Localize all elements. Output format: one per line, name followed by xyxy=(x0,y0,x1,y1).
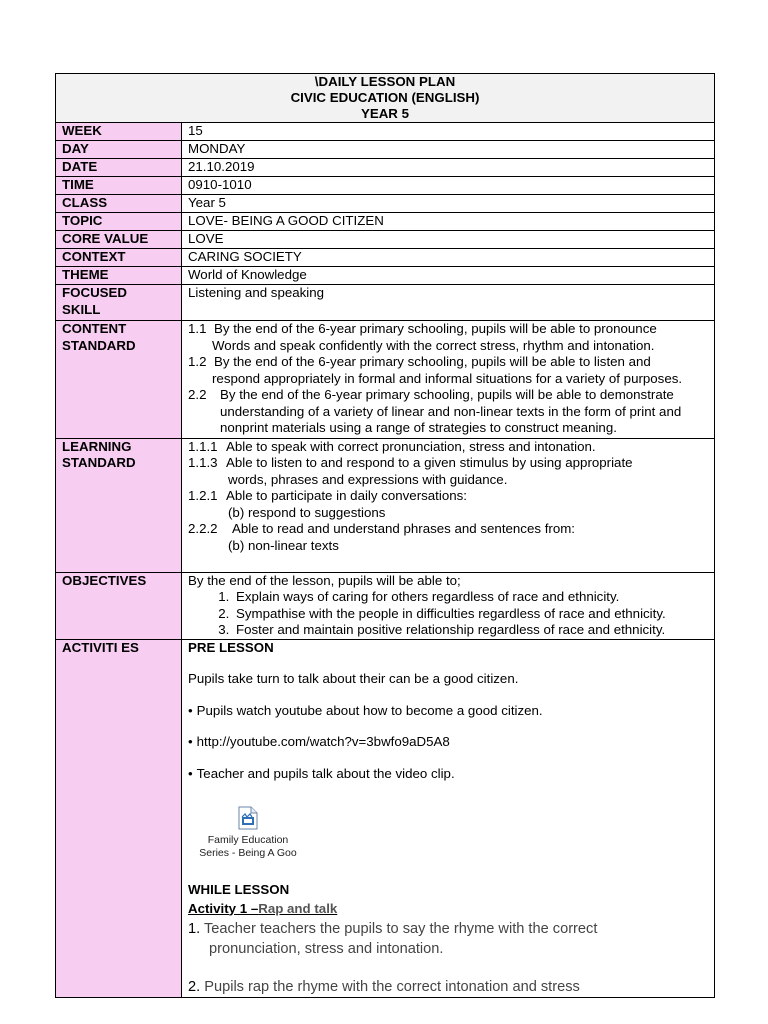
lesson-plan-table xyxy=(55,73,715,998)
content-standard-item xyxy=(188,354,708,387)
bullet-item: • Teacher and pupils talk about the video clip. xyxy=(188,766,708,783)
activity-1-title xyxy=(188,899,708,919)
learning-standard-item xyxy=(188,521,708,554)
date-label: DATE xyxy=(56,159,182,177)
date-row xyxy=(56,159,715,177)
item-number: 1.1 xyxy=(188,321,207,336)
content-standard-label-line-1: CONTENT xyxy=(62,321,127,336)
item-text-cont: (b) respond to suggestions xyxy=(228,504,386,520)
objectives-value xyxy=(182,572,715,639)
step-number: 1. xyxy=(188,920,201,937)
objectives-row xyxy=(56,572,715,639)
learning-standard-item xyxy=(188,488,708,521)
learning-standard-label-line-1: LEARNING xyxy=(62,438,132,454)
item-text: Able to participate in daily conversations: xyxy=(226,488,467,503)
context-label: CONTEXT xyxy=(56,249,182,267)
item-text-cont: words, phrases and expressions with guidance. xyxy=(228,471,508,487)
objectives-list xyxy=(188,589,708,639)
pre-lesson-title: PRE LESSON xyxy=(188,639,274,655)
time-label: TIME xyxy=(56,177,182,195)
item-number: 1.1.1 xyxy=(188,438,218,454)
attachment-name-line-2: Series - Being A Goo xyxy=(199,847,297,859)
theme-row xyxy=(56,267,715,285)
objectives-label: OBJECTIVES xyxy=(56,572,182,639)
header-line-3: YEAR 5 xyxy=(360,106,410,121)
time-row xyxy=(56,177,715,195)
learning-standard-value xyxy=(182,438,715,572)
theme-value: World of Knowledge xyxy=(182,267,715,285)
header-row xyxy=(56,74,715,123)
pre-lesson-text: Pupils take turn to talk about their can be a good citizen. xyxy=(188,671,519,686)
activities-value xyxy=(182,639,715,997)
header-line-2: CIVIC EDUCATION (ENGLISH) xyxy=(290,90,480,105)
item-text-cont: respond appropriately in formal and informal situations for a variety of purposes. xyxy=(212,370,683,386)
focused-skill-label-line-2: SKILL xyxy=(62,301,101,317)
class-label: CLASS xyxy=(56,195,182,213)
core-value-label: CORE VALUE xyxy=(56,231,182,249)
objective-item: 3. Foster and maintain positive relationship regardless of race and ethnicity. xyxy=(233,622,708,639)
item-text: By the end of the 6-year primary schooling, pupils will be able to pronounce xyxy=(214,321,657,336)
step-text-cont: pronunciation, stress and intonation. xyxy=(209,940,444,957)
activity-step xyxy=(188,919,708,959)
topic-row xyxy=(56,213,715,231)
week-row xyxy=(56,123,715,141)
focused-skill-label xyxy=(56,285,182,321)
core-value-value: LOVE xyxy=(182,231,715,249)
focused-skill-row xyxy=(56,285,715,321)
focused-skill-value: Listening and speaking xyxy=(182,285,715,321)
step-number: 2. xyxy=(188,978,201,995)
item-text-cont: (b) non-linear texts xyxy=(228,537,339,553)
learning-standard-row xyxy=(56,438,715,572)
content-standard-value xyxy=(182,321,715,439)
class-value: Year 5 xyxy=(182,195,715,213)
day-row xyxy=(56,141,715,159)
item-number: 2.2.2 xyxy=(188,521,218,536)
item-number: 1.2 xyxy=(188,354,207,369)
item-text: By the end of the 6-year primary schooling, pupils will be able to listen and xyxy=(214,354,651,369)
item-number: 1.1.3 xyxy=(188,455,218,470)
item-number: 1.2.1 xyxy=(188,488,218,503)
activity-1-prefix: Activity 1 – xyxy=(188,900,259,916)
theme-label: THEME xyxy=(56,267,182,285)
content-standard-label xyxy=(56,321,182,439)
youtube-link[interactable]: • http://youtube.com/watch?v=3bwfo9aD5A8 xyxy=(188,734,708,751)
time-value: 0910-1010 xyxy=(182,177,715,195)
learning-standard-label-line-2: STANDARD xyxy=(62,455,136,470)
focused-skill-label-line-1: FOCUSED xyxy=(62,285,128,300)
item-number: 2.2 xyxy=(188,387,207,402)
day-value: MONDAY xyxy=(182,141,715,159)
learning-standard-item xyxy=(188,455,708,488)
context-row xyxy=(56,249,715,267)
content-standard-label-line-2: STANDARD xyxy=(62,337,136,353)
content-standard-row xyxy=(56,321,715,439)
item-text: By the end of the 6-year primary schooling, pupils will be able to demonstrate xyxy=(220,387,674,402)
learning-standard-item xyxy=(188,439,708,456)
attachment-name-line-1: Family Education xyxy=(207,834,289,846)
week-value: 15 xyxy=(182,123,715,141)
date-value: 21.10.2019 xyxy=(182,159,715,177)
item-text: Able to speak with correct pronunciation, stress and intonation. xyxy=(226,438,596,454)
step-text: Pupils rap the rhyme with the correct intonation and stress xyxy=(204,978,580,995)
step-text: Teacher teachers the pupils to say the rhyme with the correct xyxy=(203,920,598,937)
content-standard-item xyxy=(188,387,708,437)
content-standard-item xyxy=(188,321,708,354)
activity-step xyxy=(188,977,708,997)
item-text-cont: understanding of a variety of linear and non-linear texts in the form of print and nonprint materials using a range of strategies to construct meaning. xyxy=(220,403,682,435)
activities-row xyxy=(56,639,715,997)
topic-label: TOPIC xyxy=(56,213,182,231)
learning-standard-label xyxy=(56,438,182,572)
day-label: DAY xyxy=(56,141,182,159)
plan-header xyxy=(56,74,715,123)
header-line-1: \DAILY LESSON PLAN xyxy=(314,74,456,89)
while-lesson-title: WHILE LESSON xyxy=(188,882,290,897)
objective-item: 1. Explain ways of caring for others regardless of race and ethnicity. xyxy=(233,589,708,606)
activities-label: ACTIVITI ES xyxy=(56,639,182,997)
topic-value: LOVE- BEING A GOOD CITIZEN xyxy=(182,213,715,231)
objective-item: 2. Sympathise with the people in difficulties regardless of race and ethnicity. xyxy=(233,606,708,623)
video-attachment[interactable] xyxy=(188,806,308,860)
item-text: Able to listen to and respond to a given stimulus by using appropriate xyxy=(226,455,633,470)
class-row xyxy=(56,195,715,213)
core-value-row xyxy=(56,231,715,249)
objectives-intro: By the end of the lesson, pupils will be able to; xyxy=(188,572,461,588)
item-text: Able to read and understand phrases and sentences from: xyxy=(232,521,575,536)
week-label: WEEK xyxy=(56,123,182,141)
item-text-cont: Words and speak confidently with the correct stress, rhythm and intonation. xyxy=(212,337,655,353)
activity-1-name: Rap and talk xyxy=(258,900,338,916)
bullet-item: • Pupils watch youtube about how to become a good citizen. xyxy=(188,703,708,720)
video-file-icon xyxy=(238,806,258,830)
context-value: CARING SOCIETY xyxy=(182,249,715,267)
